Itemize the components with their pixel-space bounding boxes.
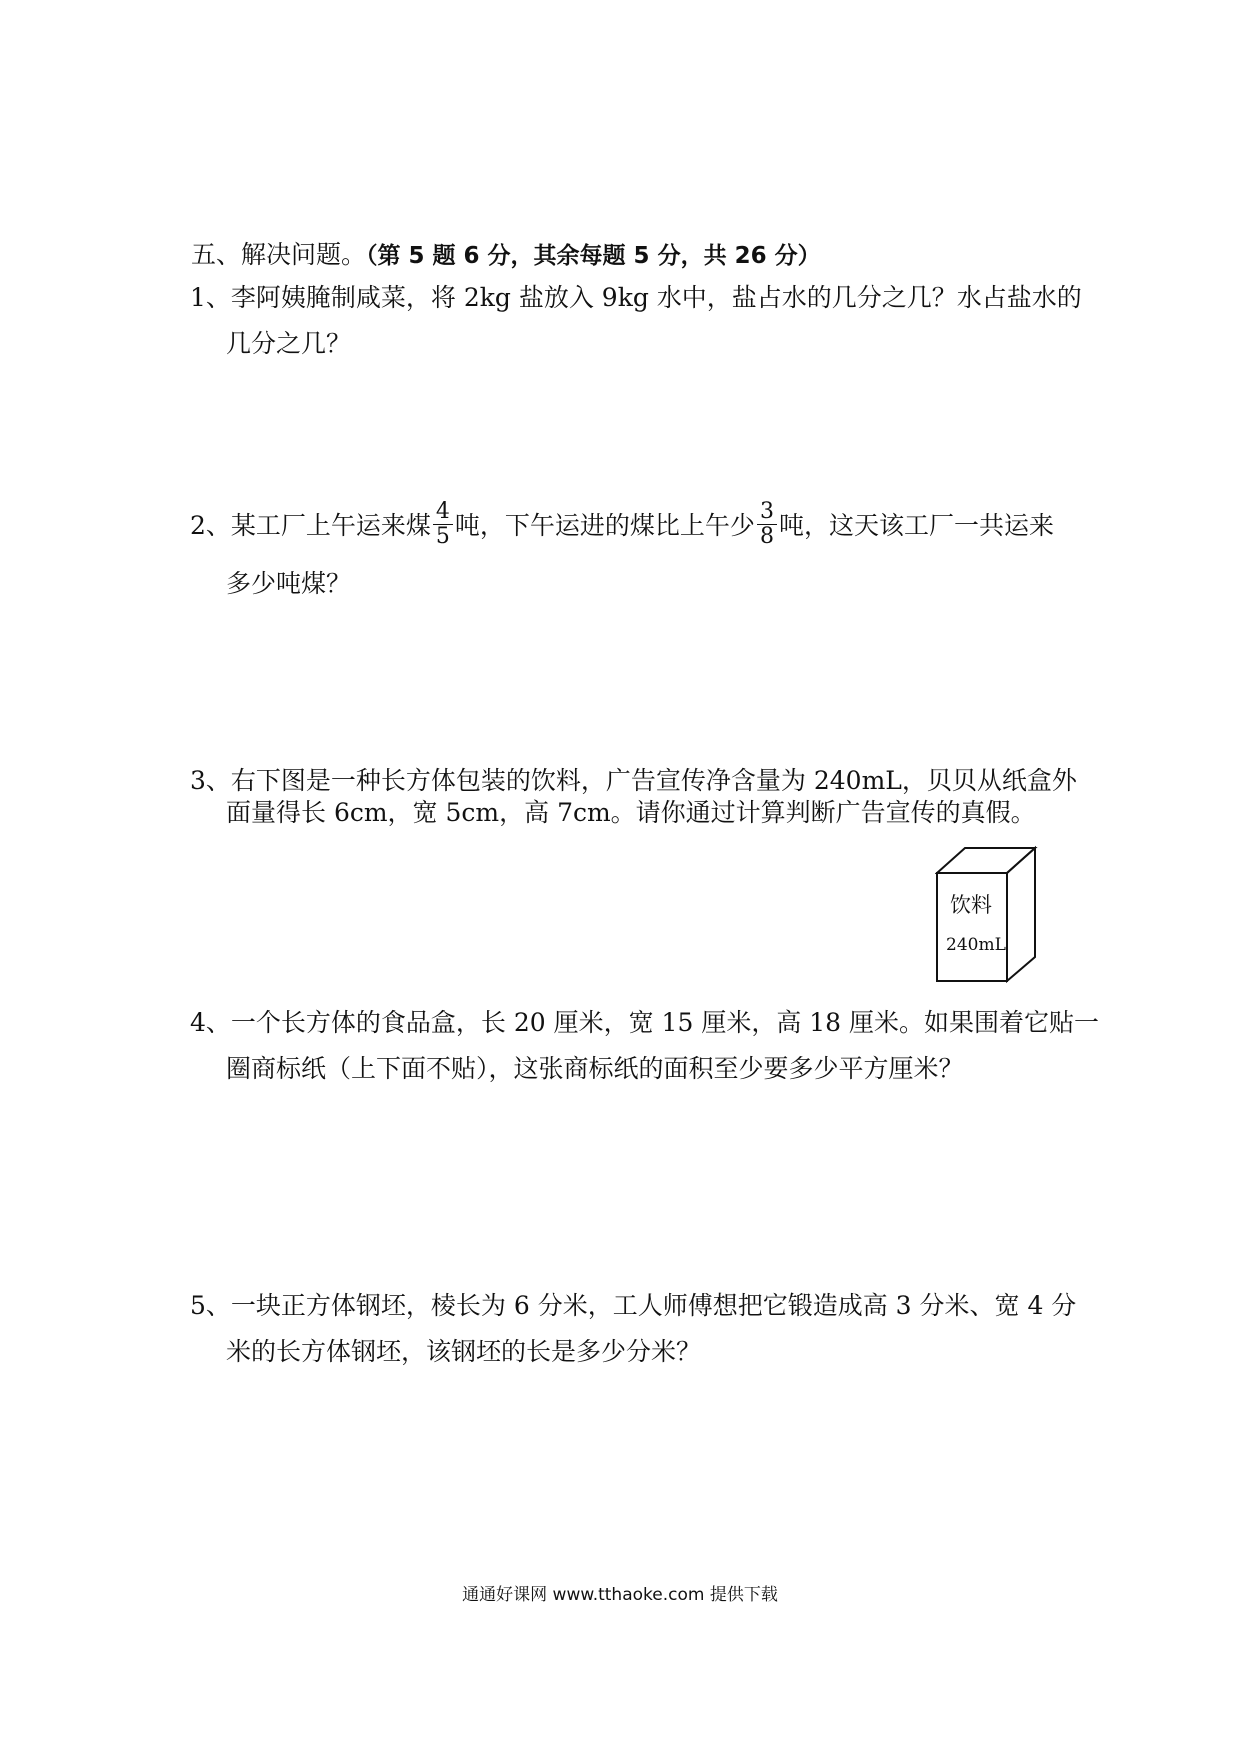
box-label-volume: 240mL	[946, 935, 1006, 955]
question-3-text: 右下图是一种长方体包装的饮料，广告宣传净含量为 240mL，贝贝从纸盒外	[230, 766, 1077, 795]
box-side-face	[1007, 848, 1035, 981]
question-5-number: 5、	[190, 1291, 231, 1320]
question-3-number: 3、	[190, 766, 231, 795]
fraction-2-numerator: 3	[757, 500, 777, 525]
question-2-line-1	[190, 499, 1054, 552]
question-1-text: 李阿姨腌制咸菜，将 2kg 盐放入 9kg 水中，盐占水的几分之几？水占盐水的	[230, 283, 1082, 312]
question-3-line-2: 面量得长 6cm，宽 5cm，高 7cm。请你通过计算判断广告宣传的真假。	[226, 798, 1036, 827]
footer-credit: 通通好课网 www.tthaoke.com 提供下载	[462, 1585, 778, 1605]
section-title-scoring: （第 5 题 6 分，其余每题 5 分，共 26 分）	[366, 243, 821, 269]
question-1-line-1	[190, 280, 1082, 316]
question-2-text-a: 某工厂上午运来煤	[230, 511, 431, 540]
question-3-line-1	[190, 763, 1077, 799]
question-4-line-2: 圈商标纸（上下面不贴），这张商标纸的面积至少要多少平方厘米？	[226, 1054, 964, 1083]
box-label-drink: 饮料	[950, 893, 992, 917]
question-1-line-2: 几分之几？	[226, 329, 352, 358]
question-5-line-2: 米的长方体钢坯，该钢坯的长是多少分米？	[226, 1337, 702, 1366]
fraction-four-fifths	[433, 500, 453, 549]
question-2-number: 2、	[190, 511, 231, 540]
fraction-1-denominator: 5	[435, 524, 450, 549]
question-4-number: 4、	[190, 1008, 231, 1037]
fraction-three-eighths	[757, 500, 777, 549]
section-title-plain: 五、解决问题。	[191, 240, 367, 269]
question-2-line-2: 多少吨煤？	[226, 569, 352, 598]
fraction-1-numerator: 4	[433, 500, 453, 525]
question-4-line-1	[190, 1005, 1099, 1041]
fraction-2-denominator: 8	[759, 524, 774, 549]
question-5-line-1	[190, 1288, 1076, 1324]
question-2-text-c: 吨，这天该工厂一共运来	[778, 511, 1054, 540]
question-1-number: 1、	[190, 283, 231, 312]
question-2-text-b: 吨，下午运进的煤比上午少	[454, 511, 755, 540]
question-4-text: 一个长方体的食品盒，长 20 厘米，宽 15 厘米，高 18 厘米。如果围着它贴一	[230, 1008, 1100, 1037]
question-5-text: 一块正方体钢坯，棱长为 6 分米，工人师傅想把它锻造成高 3 分米、宽 4 分	[230, 1291, 1077, 1320]
section-heading	[191, 235, 821, 271]
